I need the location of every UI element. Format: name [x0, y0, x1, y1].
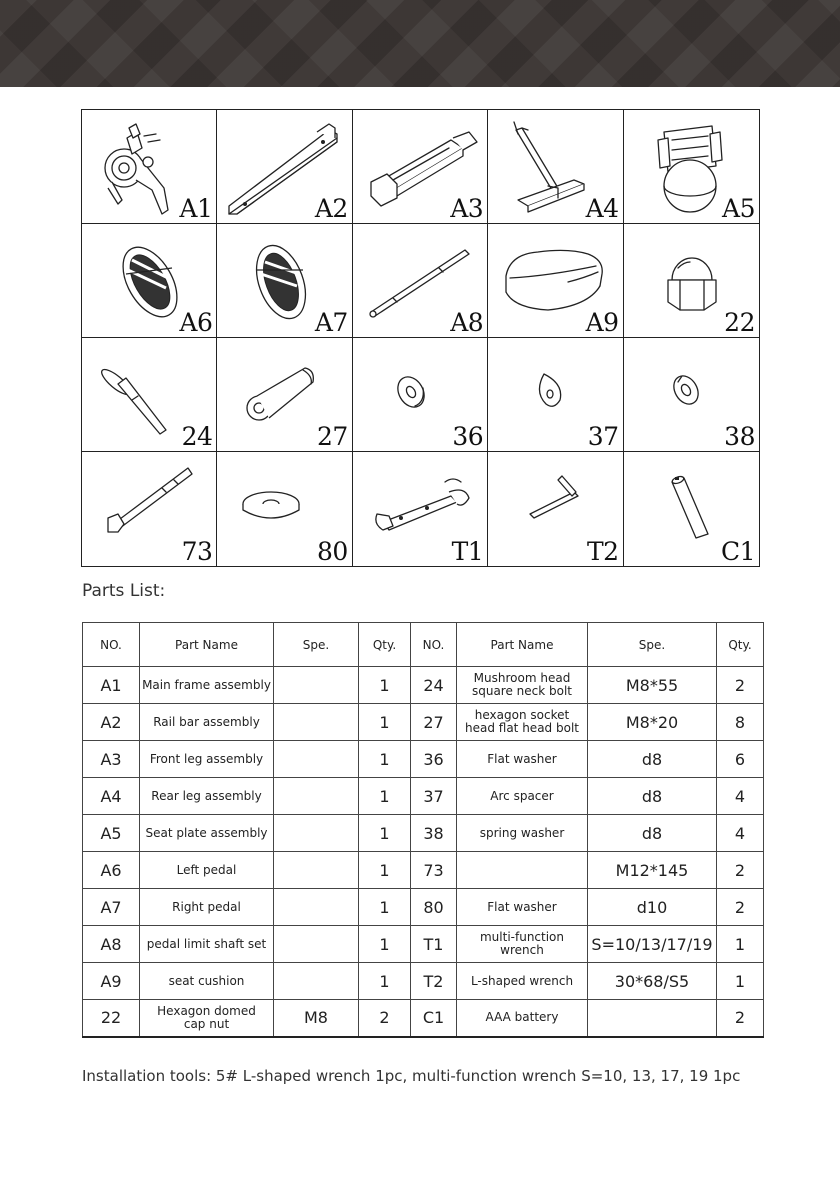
part-name: Rear leg assembly: [140, 778, 274, 815]
part-number: A4: [83, 778, 140, 815]
part-cell-a7: [217, 224, 352, 338]
part-qty: 1: [359, 852, 411, 889]
header-qty: Qty.: [717, 623, 764, 667]
part-spec: [274, 963, 359, 1000]
part-qty: 1: [717, 926, 764, 963]
part-code-label: 22: [724, 308, 755, 337]
part-cell-a8: [353, 224, 488, 338]
part-code-label: A5: [722, 194, 755, 223]
header-part-name: Part Name: [457, 623, 588, 667]
part-number: 27: [411, 704, 457, 741]
part-code-label: 36: [452, 422, 484, 451]
part-cell-t1: [353, 452, 488, 566]
part-name: Flat washer: [457, 741, 588, 778]
part-name: L-shaped wrench: [457, 963, 588, 1000]
table-row: [83, 963, 764, 1000]
part-number: A7: [83, 889, 140, 926]
part-number: 37: [411, 778, 457, 815]
part-cell-37: [488, 338, 623, 452]
part-spec: d10: [588, 889, 717, 926]
part-qty: 1: [359, 815, 411, 852]
part-code-label: 27: [316, 422, 348, 451]
part-cell-22: [624, 224, 759, 338]
part-spec: M8*20: [588, 704, 717, 741]
part-number: T2: [411, 963, 457, 1000]
part-spec: S=10/13/17/19: [588, 926, 717, 963]
part-code-label: 38: [724, 422, 755, 451]
part-code-label: A2: [314, 194, 348, 223]
part-spec: M12*145: [588, 852, 717, 889]
header-no: NO.: [411, 623, 457, 667]
part-spec: d8: [588, 778, 717, 815]
part-spec: [274, 667, 359, 704]
part-cell-27: [217, 338, 352, 452]
part-name: spring washer: [457, 815, 588, 852]
part-spec: [588, 1000, 717, 1037]
header-spe: Spe.: [588, 623, 717, 667]
parts-list-title: Parts List:: [82, 581, 166, 601]
part-cell-t2: [488, 452, 623, 566]
part-name: [457, 852, 588, 889]
part-number: A8: [83, 926, 140, 963]
part-cell-a2: [217, 110, 352, 224]
part-qty: 1: [359, 778, 411, 815]
part-code-label: A3: [450, 194, 484, 223]
part-qty: 1: [359, 704, 411, 741]
part-name: pedal limit shaft set: [140, 926, 274, 963]
part-spec: [274, 889, 359, 926]
header-no: NO.: [83, 623, 140, 667]
part-cell-38: [624, 338, 759, 452]
part-name: multi-function wrench: [457, 926, 588, 963]
table-row: [83, 667, 764, 704]
part-code-label: T1: [451, 537, 484, 566]
part-number: A2: [83, 704, 140, 741]
table-row: [83, 889, 764, 926]
part-number: 73: [411, 852, 457, 889]
part-spec: [274, 815, 359, 852]
part-spec: M8: [274, 1000, 359, 1037]
part-code-label: A4: [585, 194, 619, 223]
part-cell-80: [217, 452, 352, 566]
part-code-label: 24: [181, 422, 213, 451]
part-name: Arc spacer: [457, 778, 588, 815]
part-spec: [274, 741, 359, 778]
part-code-label: 37: [587, 422, 619, 451]
part-cell-a1: [82, 110, 217, 224]
part-code-label: C1: [720, 537, 755, 566]
part-qty: 4: [717, 815, 764, 852]
part-cell-73: [82, 452, 217, 566]
part-name: hexagon socket head flat head bolt: [457, 704, 588, 741]
part-cell-a4: [488, 110, 623, 224]
part-number: 38: [411, 815, 457, 852]
parts-table: [82, 622, 764, 1038]
part-number: A3: [83, 741, 140, 778]
part-name: Left pedal: [140, 852, 274, 889]
part-number: A5: [83, 815, 140, 852]
part-number: 22: [83, 1000, 140, 1037]
part-name: Right pedal: [140, 889, 274, 926]
part-name: Mushroom head square neck bolt: [457, 667, 588, 704]
part-code-label: A1: [179, 194, 213, 223]
part-name: AAA battery: [457, 1000, 588, 1037]
part-qty: 1: [359, 889, 411, 926]
part-cell-a3: [353, 110, 488, 224]
part-cell-24: [82, 338, 217, 452]
part-spec: 30*68/S5: [588, 963, 717, 1000]
part-number: 80: [411, 889, 457, 926]
part-qty: 8: [717, 704, 764, 741]
part-qty: 2: [717, 852, 764, 889]
part-name: Rail bar assembly: [140, 704, 274, 741]
part-qty: 1: [717, 963, 764, 1000]
part-spec: M8*55: [588, 667, 717, 704]
part-qty: 4: [717, 778, 764, 815]
header-part-name: Part Name: [140, 623, 274, 667]
header-spe: Spe.: [274, 623, 359, 667]
part-qty: 1: [359, 667, 411, 704]
part-qty: 2: [717, 889, 764, 926]
part-code-label: A7: [314, 308, 348, 337]
part-name: seat cushion: [140, 963, 274, 1000]
part-qty: 2: [717, 1000, 764, 1037]
part-number: T1: [411, 926, 457, 963]
part-qty: 1: [359, 741, 411, 778]
part-code-label: A6: [179, 308, 213, 337]
part-number: C1: [411, 1000, 457, 1037]
table-row: [83, 926, 764, 963]
header-banner: [0, 0, 840, 87]
part-spec: d8: [588, 741, 717, 778]
part-cell-36: [353, 338, 488, 452]
installation-tools-note: Installation tools: 5# L-shaped wrench 1pc, multi-function wrench S=10, 13, 17, 19 1pc: [82, 1067, 741, 1085]
table-row: [83, 852, 764, 889]
part-spec: d8: [588, 815, 717, 852]
part-spec: [274, 778, 359, 815]
part-name: Flat washer: [457, 889, 588, 926]
part-qty: 2: [359, 1000, 411, 1037]
part-number: A1: [83, 667, 140, 704]
part-spec: [274, 926, 359, 963]
table-row: [83, 704, 764, 741]
table-row: [83, 778, 764, 815]
table-row: [83, 741, 764, 778]
part-number: A6: [83, 852, 140, 889]
part-code-label: 80: [316, 537, 348, 566]
part-cell-a6: [82, 224, 217, 338]
part-spec: [274, 704, 359, 741]
part-name: Hexagon domed cap nut: [140, 1000, 274, 1037]
part-name: Front leg assembly: [140, 741, 274, 778]
part-name: Main frame assembly: [140, 667, 274, 704]
part-code-label: A8: [450, 308, 484, 337]
part-code-label: T2: [587, 537, 619, 566]
part-code-label: 73: [181, 537, 213, 566]
table-row: [83, 1000, 764, 1037]
part-qty: 1: [359, 926, 411, 963]
part-number: 24: [411, 667, 457, 704]
part-code-label: A9: [585, 308, 619, 337]
part-cell-c1: [624, 452, 759, 566]
part-name: Seat plate assembly: [140, 815, 274, 852]
header-qty: Qty.: [359, 623, 411, 667]
part-qty: 1: [359, 963, 411, 1000]
part-qty: 2: [717, 667, 764, 704]
table-header-row: [83, 623, 764, 667]
part-qty: 6: [717, 741, 764, 778]
part-cell-a5: [624, 110, 759, 224]
part-number: 36: [411, 741, 457, 778]
table-row: [83, 815, 764, 852]
parts-illustration-grid: [81, 109, 760, 567]
part-number: A9: [83, 963, 140, 1000]
part-cell-a9: [488, 224, 623, 338]
part-spec: [274, 852, 359, 889]
